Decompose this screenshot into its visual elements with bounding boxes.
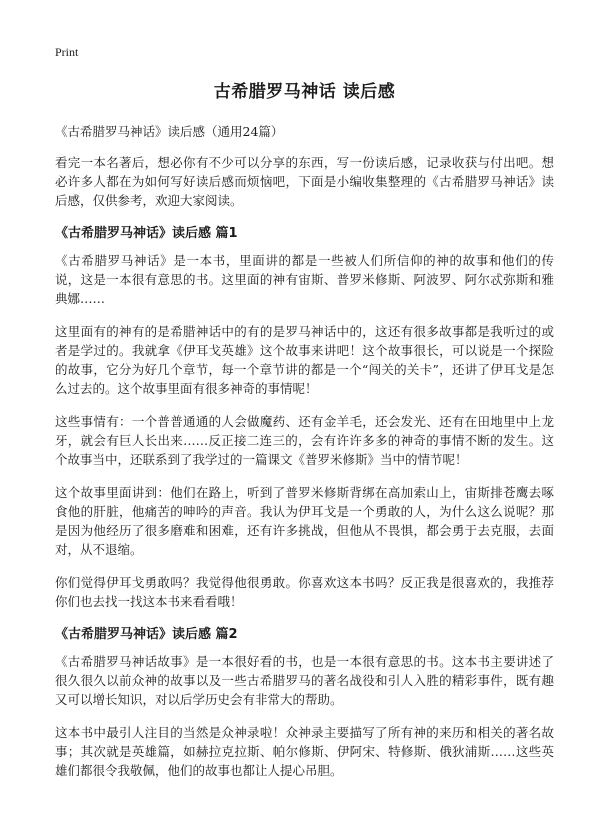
section-2 <box>55 625 554 780</box>
section-heading: 《古希腊罗马神话》读后感 篇2 <box>55 627 238 642</box>
section-paragraph: 《古希腊罗马神话》是一本书，里面讲的都是一些被人们所信仰的神的故事和他们的传说，这是一本很有意思的书。这里面的神有宙斯、普罗米修斯、阿波罗、阿尔忒弥斯和雅典娜…… <box>55 253 554 306</box>
print-link[interactable]: Print <box>55 45 79 59</box>
section-paragraph: 这个故事里面讲到：他们在路上，听到了普罗米修斯背绑在高加索山上，宙斯排苍鹰去啄食他的肝脏，他痛苦的呻吟的声音。我认为伊耳戈是一个勇敢的人，为什么这么说呢？那是因为他经历了很多磨难和困难，还有许多挑战，但他从不畏惧，都会勇于去克服，去面对，从不退缩。 <box>55 485 554 557</box>
section-heading: 《古希腊罗马神话》读后感 篇1 <box>55 226 238 241</box>
document-subtitle: 《古希腊罗马神话》读后感（通用24篇） <box>55 124 284 139</box>
section-paragraph: 你们觉得伊耳戈勇敢吗？我觉得他很勇敢。你喜欢这本书吗？反正我是很喜欢的，我推荐你们也去找一找这本书来看看哦！ <box>55 575 554 609</box>
section-paragraph: 这本书中最引人注目的当然是众神录啦！众神录主要描写了所有神的来历和相关的著名故事；其次就是英雄篇，如赫拉克拉斯、帕尔修斯、伊阿宋、特修斯、俄狄浦斯……这些英雄们都很令我敬佩，他们的故事也都让人提心吊胆。 <box>55 725 554 778</box>
section-paragraph: 这些事情有：一个普普通通的人会做魔药、还有金羊毛，还会发光、还有在田地里中上龙牙，就会有巨人长出来……反正接二连三的，会有许许多多的神奇的事情不断的发生。这个故事当中，还联系到了我学过的一篇课文《普罗米修斯》当中的情节呢！ <box>55 414 554 467</box>
intro-paragraph: 看完一本名著后，想必你有不少可以分享的东西，写一份读后感，记录收获与付出吧。想必许多人都在为如何写好读后感而烦恼吧，下面是小编收集整理的《古希腊罗马神话》读后感，仅供参考，欢迎大家阅读。 <box>55 155 554 208</box>
section-paragraph: 《古希腊罗马神话故事》是一本很好看的书，也是一本很有意思的书。这本书主要讲述了很久很久以前众神的故事以及一些古希腊罗马的著名战役和引人入胜的精彩事件，既有趣又可以增长知识，对以后学历史会有非常大的帮助。 <box>55 654 554 707</box>
section-1 <box>55 224 554 611</box>
section-paragraph: 这里面有的神有的是希腊神话中的有的是罗马神话中的，这还有很多故事都是我听过的或者是学过的。我就拿《伊耳戈英雄》这个故事来讲吧！这个故事很长，可以说是一个探险的故事，它分为好几个章节，每一个章节讲的都是一个“闯关的关卡”，还讲了伊耳戈是怎么过去的。这个故事里面有很多神奇的事情呢！ <box>55 324 554 396</box>
page-title: 古希腊罗马神话 读后感 <box>213 82 396 102</box>
